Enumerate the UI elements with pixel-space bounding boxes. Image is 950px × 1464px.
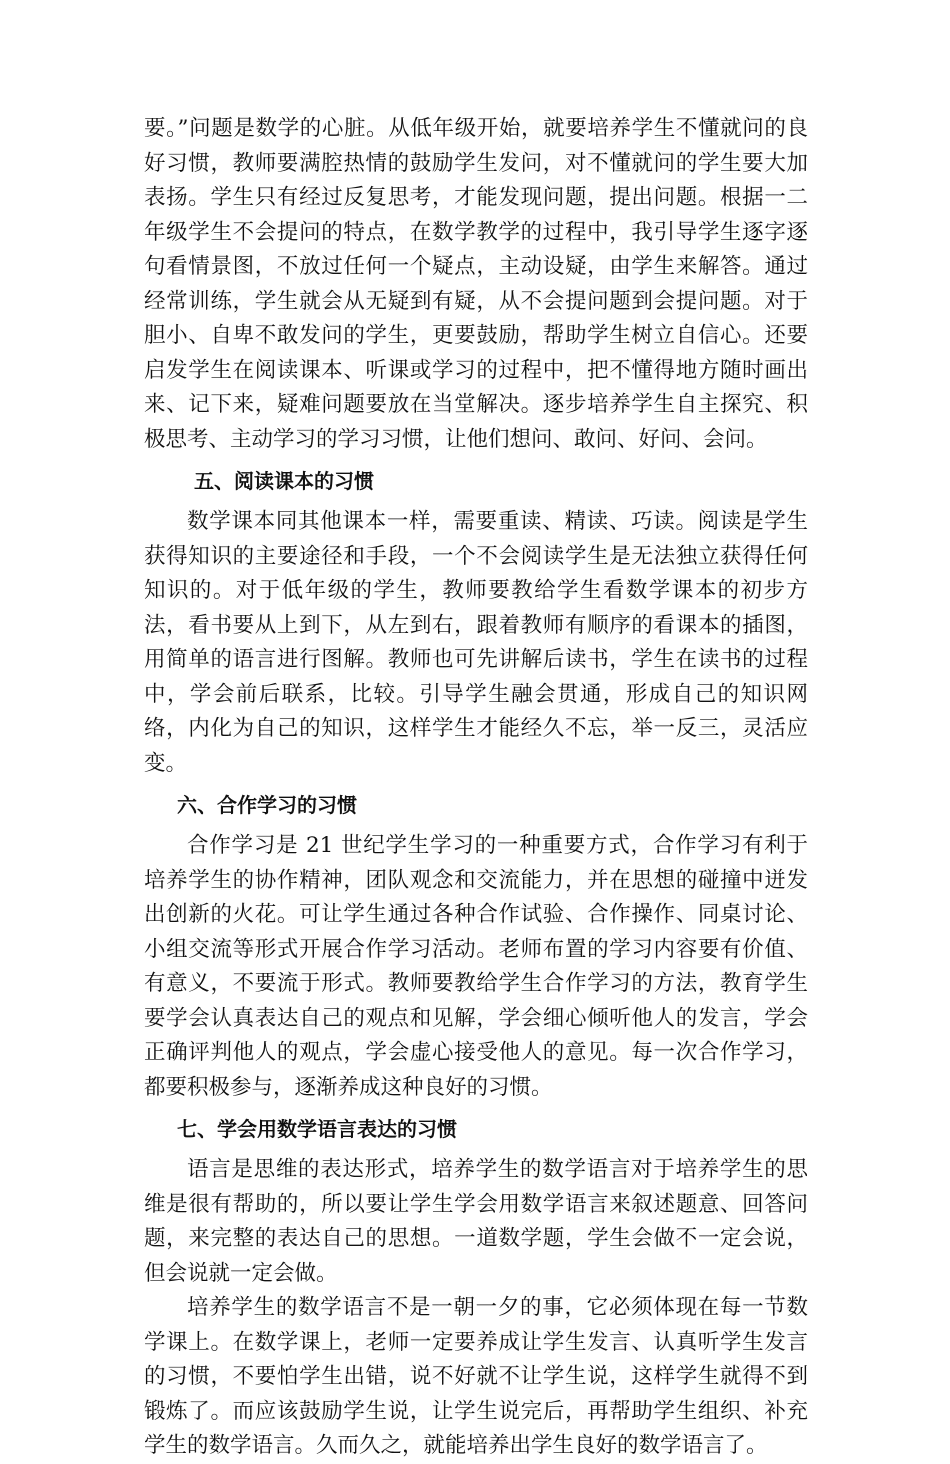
section-paragraph-math-language-1: 语言是思维的表达形式，培养学生的数学语言对于培养学生的思维是很有帮助的，所以要让学生学会用数学语言来叙述题意、回答问题，来完整的表达自己的思想。一道数学题，学生会做不一定会说，但会说就一定会做。 xyxy=(144,1157,808,1286)
intro-paragraph: 要。”问题是数学的心脏。从低年级开始，就要培养学生不懂就问的良好习惯，教师要满腔热情的鼓励学生发问，对不懂就问的学生要大加表扬。学生只有经过反复思考，才能发现问题，提出问题。根据一二年级学生不会提问的特点，在数学教学的过程中，我引导学生逐字逐句看情景图，不放过任何一个疑点，主动设疑，由学生来解答。通过经常训练，学生就会从无疑到有疑，从不会提问题到会提问题。对于胆小、自卑不敢发问的学生，更要鼓励，帮助学生树立自信心。还要启发学生在阅读课本、听课或学习的过程中，把不懂得地方随时画出来、记下来，疑难问题要放在当堂解决。逐步培养学生自主探究、积极思考、主动学习的学习习惯，让他们想问、敢问、好问、会问。 xyxy=(144,116,808,452)
section-heading-math-language: 七、学会用数学语言表达的习惯 xyxy=(177,1117,457,1141)
section-paragraph-reading: 数学课本同其他课本一样，需要重读、精读、巧读。阅读是学生获得知识的主要途径和手段，一个不会阅读学生是无法独立获得任何知识的。对于低年级的学生，教师要教给学生看数学课本的初步方法，看书要从上到下，从左到右，跟着教师有顺序的看课本的插图，用简单的语言进行图解。教师也可先讲解后读书，学生在读书的过程中，学会前后联系，比较。引导学生融会贯通，形成自己的知识网络，内化为自己的知识，这样学生才能经久不忘，举一反三，灵活应变。 xyxy=(144,509,808,776)
section-heading-cooperation: 六、合作学习的习惯 xyxy=(177,793,357,817)
section-paragraph-cooperation: 合作学习是 21 世纪学生学习的一种重要方式，合作学习有利于培养学生的协作精神，团队观念和交流能力，并在思想的碰撞中迸发出创新的火花。可让学生通过各种合作试验、合作操作、同桌讨论、小组交流等形式开展合作学习活动。老师布置的学习内容要有价值、有意义，不要流于形式。教师要教给学生合作学习的方法，教育学生要学会认真表达自己的观点和见解，学会细心倾听他人的发言，学会正确评判他人的观点，学会虚心接受他人的意见。每一次合作学习，都要积极参与，逐渐养成这种良好的习惯。 xyxy=(144,833,808,1100)
document-page xyxy=(144,112,808,1464)
section-paragraph-math-language-2: 培养学生的数学语言不是一朝一夕的事，它必须体现在每一节数学课上。在数学课上，老师一定要养成让学生发言、认真听学生发言的习惯，不要怕学生出错，说不好就不让学生说，这样学生就得不到锻炼了。而应该鼓励学生说，让学生说完后，再帮助学生组织、补充学生的数学语言。久而久之，就能培养出学生良好的数学语言了。 xyxy=(144,1295,808,1458)
section-heading-reading: 五、阅读课本的习惯 xyxy=(194,469,374,493)
